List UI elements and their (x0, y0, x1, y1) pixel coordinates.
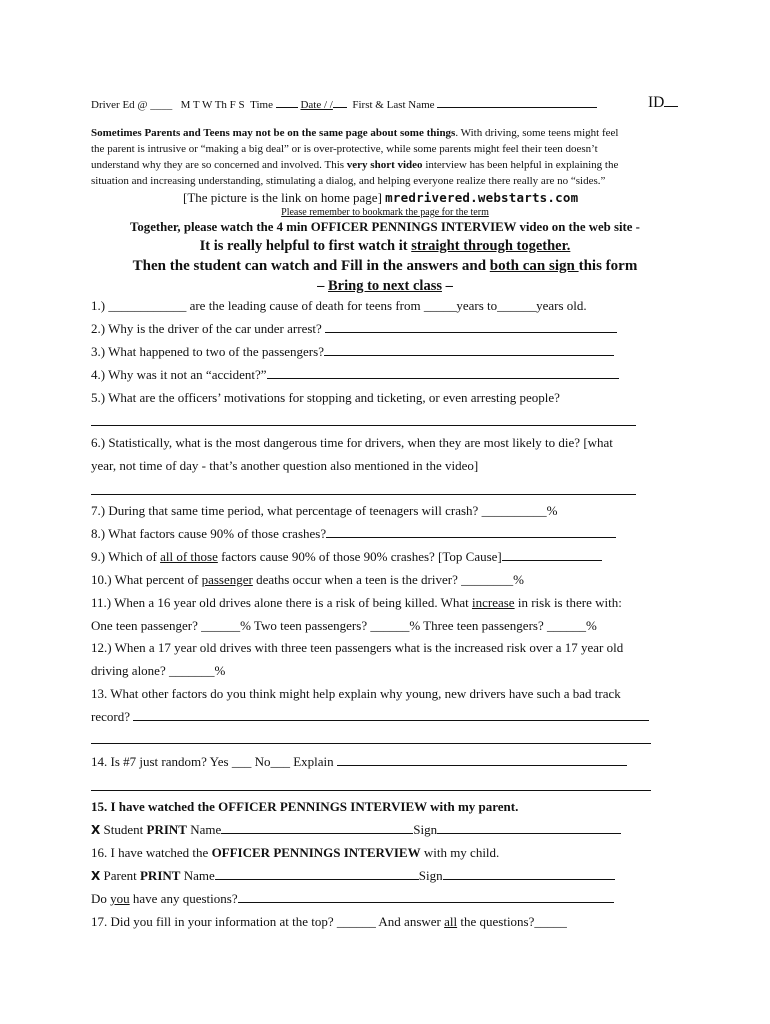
id-label: ID (648, 94, 665, 111)
bring-u: Bring to next class (328, 278, 442, 294)
question-13-line-2 (91, 709, 649, 725)
question-5: 5.) What are the officers’ motivations for stopping and ticketing, or even arresting people? (91, 390, 560, 405)
student-print-label: PRINT (146, 822, 187, 837)
intro-line-2: the parent is intrusive or “making a big deal” or is over-protective, while some parents might feel their teen doesn’t (91, 143, 598, 155)
question-3 (91, 344, 614, 360)
student-sign-label: Sign (413, 822, 438, 837)
parent-sign-line (91, 868, 615, 884)
parent-print-label: PRINT (139, 868, 181, 883)
question-11-line-2: One teen passenger? ______% Two teen passengers? ______% Three teen passengers? ______% (91, 618, 597, 633)
student-sign-line (91, 822, 621, 838)
question-3-text: 3.) What happened to two of the passengers? (91, 344, 324, 359)
question-9-answer[interactable] (502, 550, 602, 561)
bring-instruction (0, 278, 770, 295)
helpful-instruction (0, 238, 770, 255)
question-1: 1.) ____________ are the leading cause of death for teens from _____years to______years old. (91, 298, 587, 313)
parent-name-field[interactable] (215, 869, 419, 880)
question-2-answer[interactable] (325, 322, 617, 333)
together-instruction: Together, please watch the 4 min OFFICER PENNINGS INTERVIEW video on the web site - (130, 220, 640, 234)
question-16-a: 16. I have watched the (91, 845, 212, 860)
question-2 (91, 321, 617, 337)
question-8 (91, 526, 616, 542)
questions-any-answer[interactable] (238, 892, 614, 903)
question-10 (91, 572, 524, 588)
question-9-a: 9.) Which of (91, 549, 161, 564)
bring-a: – (317, 278, 328, 294)
question-2-text: 2.) Why is the driver of the car under arrest? (91, 321, 322, 336)
question-7: 7.) During that same time period, what percentage of teenagers will crash? __________% (91, 503, 558, 518)
parent-name-label: Name (180, 868, 215, 883)
question-11-a: 11.) When a 16 year old drives alone there is a risk of being killed. What (91, 595, 472, 610)
question-6-line-2: year, not time of day - that’s another question also mentioned in the video] (91, 458, 479, 473)
question-14 (91, 754, 627, 770)
bookmark-note: Please remember to bookmark the page for the term (281, 207, 489, 218)
question-10-u: passenger (201, 572, 253, 587)
then-a: Then the student can watch and Fill in the answers and (132, 258, 490, 274)
question-16-b: OFFICER PENNINGS INTERVIEW (211, 845, 421, 860)
student-x-mark: X (91, 823, 101, 837)
intro-line-1 (91, 127, 618, 139)
question-10-b: deaths occur when a teen is the driver? ________% (252, 572, 524, 587)
question-17 (91, 914, 567, 930)
question-12-line-1: 12.) When a 17 year old drives with three teen passengers what is the increased risk over a 17 year old (91, 640, 624, 655)
helpful-u: straight through together. (411, 238, 571, 254)
questions-any-u: you (110, 891, 130, 906)
then-u: both can sign (489, 258, 579, 274)
driver-ed-label: Driver Ed @ ____ (91, 99, 173, 111)
question-13-answer[interactable] (133, 710, 649, 721)
question-17-b: the questions?_____ (457, 914, 567, 929)
intro-line-3-a: understand why they are so concerned and involved. This (91, 159, 347, 171)
question-5-answer[interactable] (91, 425, 636, 426)
question-6-line-1: 6.) Statistically, what is the most dangerous time for drivers, when they are most likely to die? [what (91, 435, 613, 450)
intro-bold-start: Sometimes Parents and Teens may not be on the same page about some things (91, 127, 456, 139)
question-11-b: in risk is there with: (514, 595, 622, 610)
question-11-u: increase (471, 595, 515, 610)
student-name-field[interactable] (221, 823, 413, 834)
question-15: 15. I have watched the OFFICER PENNINGS INTERVIEW with my parent. (91, 799, 519, 814)
intro-line-3-bold: very short video (346, 159, 423, 171)
question-16-c: with my child. (420, 845, 500, 860)
question-13-line-1: 13. What other factors do you think might help explain why young, new drivers have such a bad track (91, 686, 621, 701)
question-14-text: 14. Is #7 just random? Yes ___ No___ Explain (91, 754, 334, 769)
question-4-answer[interactable] (267, 368, 619, 379)
helpful-a: It is really helpful to first watch it (199, 238, 412, 254)
question-16 (91, 845, 499, 861)
question-14-answer-2[interactable] (91, 790, 651, 791)
questions-any-b: have any questions? (129, 891, 238, 906)
question-9-u: all of those (160, 549, 218, 564)
parent-sign-field[interactable] (443, 869, 615, 880)
intro-line-3-b: interview has been helpful in explaining the (422, 159, 619, 171)
question-9-b: factors cause 90% of those 90% crashes? [Top Cause] (217, 549, 502, 564)
link-bracket-text: [The picture is the link on home page] (183, 190, 382, 205)
question-4 (91, 367, 619, 383)
question-13-answer-2[interactable] (91, 743, 651, 744)
intro-line-1-rest: . With driving, some teens might feel (455, 127, 619, 139)
questions-any-a: Do (91, 891, 111, 906)
parent-x-mark: X (91, 869, 101, 883)
question-10-a: 10.) What percent of (91, 572, 202, 587)
days-label: M T W Th F S (180, 99, 245, 111)
link-line (183, 190, 578, 206)
id-field[interactable] (664, 93, 678, 107)
id-label-wrap (648, 93, 678, 112)
student-name-label: Name (186, 822, 222, 837)
date-label[interactable]: Date / / (300, 99, 333, 111)
question-6-answer[interactable] (91, 494, 636, 495)
question-14-answer[interactable] (337, 755, 627, 766)
intro-line-3 (91, 159, 618, 171)
question-17-a: 17. Did you fill in your information at the top? ______ And answer (91, 914, 445, 929)
question-8-answer[interactable] (326, 527, 616, 538)
question-17-u: all (444, 914, 458, 929)
question-8-text: 8.) What factors cause 90% of those crashes? (91, 526, 327, 541)
question-9 (91, 549, 602, 565)
parent-label: Parent (100, 868, 140, 883)
time-label: Time (250, 99, 273, 111)
parent-sign-label: Sign (418, 868, 443, 883)
name-field[interactable] (437, 97, 597, 108)
question-3-answer[interactable] (324, 345, 614, 356)
then-instruction (0, 258, 770, 275)
question-12-line-2: driving alone? _______% (91, 663, 226, 678)
question-13-text: record? (91, 709, 130, 724)
intro-line-4: situation and increasing understanding, stimulating a dialog, and helping everyone realize there really are no “sides.” (91, 175, 606, 187)
student-label: Student (100, 822, 147, 837)
time-field[interactable] (276, 97, 298, 108)
site-link[interactable]: mredrivered.webstarts.com (385, 190, 579, 205)
date-field[interactable] (333, 97, 347, 108)
bring-b: – (441, 278, 453, 294)
header-line (91, 97, 597, 111)
name-label: First & Last Name (352, 99, 435, 111)
student-sign-field[interactable] (437, 823, 621, 834)
question-11 (91, 595, 622, 611)
question-4-text: 4.) Why was it not an “accident?” (91, 367, 267, 382)
then-b: this form (578, 258, 638, 274)
questions-any (91, 891, 614, 907)
